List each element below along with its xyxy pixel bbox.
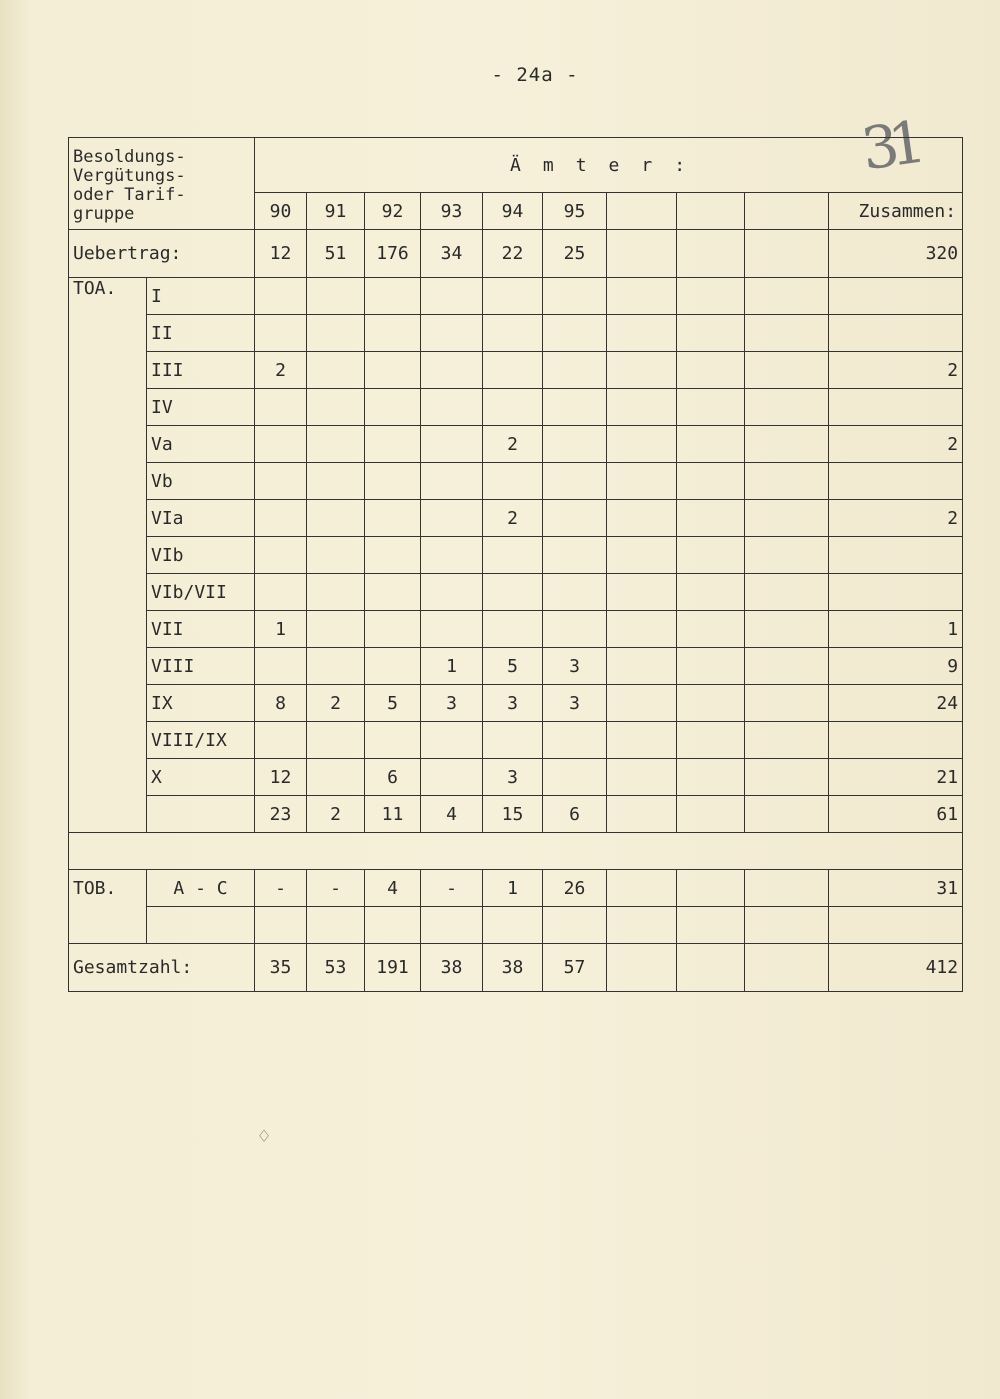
toa-total: 2 — [829, 426, 963, 463]
toa-value: 6 — [365, 759, 421, 796]
toa-value — [483, 389, 543, 426]
toa-value — [255, 537, 307, 574]
group-label: IV — [147, 389, 255, 426]
gesamt-value: 191 — [365, 944, 421, 992]
tob-value — [607, 907, 677, 944]
toa-value — [365, 537, 421, 574]
table-body — [69, 138, 963, 992]
gesamt-value: 53 — [307, 944, 365, 992]
toa-value — [255, 574, 307, 611]
toa-value — [745, 759, 829, 796]
toa-value — [607, 722, 677, 759]
toa-value — [307, 426, 365, 463]
toa-spacer — [69, 685, 147, 722]
toa-total — [829, 315, 963, 352]
tob-value — [483, 907, 543, 944]
uebertrag-value — [607, 230, 677, 278]
toa-spacer — [69, 611, 147, 648]
group-label: III — [147, 352, 255, 389]
toa-total: 2 — [829, 500, 963, 537]
toa-value — [543, 722, 607, 759]
toa-value — [543, 611, 607, 648]
tob-value: - — [307, 870, 365, 907]
header-label-line: Besoldungs- — [73, 147, 186, 167]
toa-value — [745, 463, 829, 500]
toa-value — [745, 685, 829, 722]
toa-value — [483, 278, 543, 315]
toa-value — [677, 389, 745, 426]
handwritten-note: 31 — [857, 108, 921, 184]
toa-value: 8 — [255, 685, 307, 722]
toa-value — [607, 500, 677, 537]
toa-spacer — [69, 574, 147, 611]
toa-value — [677, 759, 745, 796]
toa-value — [255, 648, 307, 685]
toa-row — [69, 537, 963, 574]
toa-row — [69, 352, 963, 389]
tob-value — [607, 870, 677, 907]
toa-value — [607, 648, 677, 685]
toa-value — [255, 426, 307, 463]
toa-total — [829, 722, 963, 759]
toa-value — [365, 315, 421, 352]
toa-value — [677, 574, 745, 611]
toa-total: 61 — [829, 796, 963, 833]
toa-value: 11 — [365, 796, 421, 833]
gesamt-value: 57 — [543, 944, 607, 992]
toa-value — [255, 389, 307, 426]
toa-value — [365, 574, 421, 611]
toa-value — [307, 759, 365, 796]
toa-value — [307, 500, 365, 537]
toa-value — [421, 426, 483, 463]
uebertrag-total: 320 — [829, 230, 963, 278]
header-label-line: Vergütungs- — [73, 166, 186, 186]
toa-value: 3 — [421, 685, 483, 722]
toa-value — [677, 278, 745, 315]
toa-total: 9 — [829, 648, 963, 685]
uebertrag-value: 34 — [421, 230, 483, 278]
tob-spacer — [69, 907, 147, 944]
group-label: IX — [147, 685, 255, 722]
toa-value — [421, 315, 483, 352]
toa-row — [69, 648, 963, 685]
toa-value — [745, 648, 829, 685]
group-label: X — [147, 759, 255, 796]
toa-value — [421, 759, 483, 796]
toa-value — [677, 500, 745, 537]
toa-value: 2 — [307, 685, 365, 722]
toa-total: 1 — [829, 611, 963, 648]
toa-row — [69, 389, 963, 426]
toa-value — [543, 278, 607, 315]
tob-value — [255, 907, 307, 944]
gesamt-value: 38 — [483, 944, 543, 992]
toa-value — [745, 389, 829, 426]
gesamt-label: Gesamtzahl: — [69, 944, 255, 992]
toa-value — [483, 611, 543, 648]
staff-table — [68, 137, 963, 992]
tob-label: TOB. — [69, 870, 147, 907]
toa-row — [69, 611, 963, 648]
toa-value — [365, 352, 421, 389]
tob-value: 1 — [483, 870, 543, 907]
toa-value — [543, 463, 607, 500]
toa-value — [483, 537, 543, 574]
toa-value — [607, 278, 677, 315]
uebertrag-value: 176 — [365, 230, 421, 278]
uebertrag-value: 22 — [483, 230, 543, 278]
toa-total: 21 — [829, 759, 963, 796]
toa-value — [677, 611, 745, 648]
toa-total — [829, 278, 963, 315]
toa-spacer — [69, 389, 147, 426]
toa-value — [543, 352, 607, 389]
toa-value — [307, 278, 365, 315]
group-label: I — [147, 278, 255, 315]
toa-value — [365, 463, 421, 500]
toa-value — [677, 537, 745, 574]
tob-value: - — [255, 870, 307, 907]
column-header: 95 — [543, 193, 607, 230]
column-header: 92 — [365, 193, 421, 230]
toa-value — [543, 500, 607, 537]
toa-row — [69, 315, 963, 352]
toa-value — [307, 648, 365, 685]
spacer-cell — [69, 833, 963, 870]
gesamt-value — [677, 944, 745, 992]
column-header: 91 — [307, 193, 365, 230]
group-label: VIa — [147, 500, 255, 537]
group-label: VIb — [147, 537, 255, 574]
toa-value: 3 — [543, 648, 607, 685]
toa-value — [483, 722, 543, 759]
toa-value — [607, 574, 677, 611]
toa-value — [483, 574, 543, 611]
toa-value — [607, 796, 677, 833]
toa-row — [69, 796, 963, 833]
toa-value — [307, 389, 365, 426]
toa-value — [307, 537, 365, 574]
toa-value: 2 — [307, 796, 365, 833]
toa-spacer — [69, 722, 147, 759]
header-row — [69, 138, 963, 193]
group-label: Vb — [147, 463, 255, 500]
gesamt-value — [745, 944, 829, 992]
toa-value: 5 — [365, 685, 421, 722]
toa-value — [421, 500, 483, 537]
toa-value: 3 — [543, 685, 607, 722]
toa-spacer — [69, 759, 147, 796]
toa-row — [69, 574, 963, 611]
toa-value — [543, 315, 607, 352]
header-label-line: oder Tarif- — [73, 185, 186, 205]
toa-value — [543, 759, 607, 796]
toa-value: 3 — [483, 685, 543, 722]
column-header — [607, 193, 677, 230]
header-label-line: gruppe — [73, 204, 135, 224]
toa-value: 1 — [421, 648, 483, 685]
toa-value — [677, 722, 745, 759]
toa-value — [607, 426, 677, 463]
gesamt-total: 412 — [829, 944, 963, 992]
toa-value — [677, 648, 745, 685]
toa-value — [365, 722, 421, 759]
uebertrag-value — [745, 230, 829, 278]
group-label: II — [147, 315, 255, 352]
toa-total — [829, 389, 963, 426]
toa-spacer — [69, 352, 147, 389]
toa-value — [255, 500, 307, 537]
toa-value — [365, 426, 421, 463]
toa-value — [255, 278, 307, 315]
toa-total — [829, 463, 963, 500]
toa-value: 4 — [421, 796, 483, 833]
group-label: VIb/VII — [147, 574, 255, 611]
gesamt-row — [69, 944, 963, 992]
uebertrag-value: 51 — [307, 230, 365, 278]
tob-total: 31 — [829, 870, 963, 907]
group-label: VII — [147, 611, 255, 648]
toa-total: 24 — [829, 685, 963, 722]
toa-value — [607, 315, 677, 352]
spacer-row — [69, 833, 963, 870]
toa-value: 12 — [255, 759, 307, 796]
toa-value: 6 — [543, 796, 607, 833]
toa-value — [677, 685, 745, 722]
toa-value — [607, 463, 677, 500]
toa-value — [421, 463, 483, 500]
toa-value — [745, 426, 829, 463]
toa-total — [829, 537, 963, 574]
toa-row — [69, 685, 963, 722]
tob-value — [677, 870, 745, 907]
toa-spacer — [69, 648, 147, 685]
toa-value: 1 — [255, 611, 307, 648]
toa-value — [365, 648, 421, 685]
toa-value — [745, 537, 829, 574]
toa-value — [543, 389, 607, 426]
toa-value — [677, 796, 745, 833]
uebertrag-label: Uebertrag: — [69, 230, 255, 278]
toa-value — [543, 426, 607, 463]
toa-value — [677, 315, 745, 352]
toa-value — [421, 722, 483, 759]
toa-value — [365, 500, 421, 537]
toa-spacer — [69, 537, 147, 574]
toa-value — [421, 352, 483, 389]
toa-value — [607, 389, 677, 426]
uebertrag-value: 12 — [255, 230, 307, 278]
toa-row — [69, 759, 963, 796]
toa-spacer — [69, 315, 147, 352]
aemter-heading: Ämter: — [255, 138, 963, 193]
toa-total: 2 — [829, 352, 963, 389]
toa-value — [307, 722, 365, 759]
toa-value — [677, 426, 745, 463]
toa-value — [607, 537, 677, 574]
toa-value — [421, 574, 483, 611]
toa-value — [421, 611, 483, 648]
scribble-mark: ♢ — [258, 1124, 271, 1148]
toa-spacer — [69, 500, 147, 537]
tob-value — [745, 870, 829, 907]
tob-value — [307, 907, 365, 944]
toa-value: 15 — [483, 796, 543, 833]
toa-row — [69, 722, 963, 759]
page-number: - 24a - — [491, 64, 579, 86]
toa-value — [607, 352, 677, 389]
toa-value — [607, 759, 677, 796]
toa-value — [421, 389, 483, 426]
toa-value — [307, 463, 365, 500]
uebertrag-value: 25 — [543, 230, 607, 278]
toa-row — [69, 278, 963, 315]
toa-value — [745, 611, 829, 648]
tob-value: 4 — [365, 870, 421, 907]
toa-value — [745, 574, 829, 611]
toa-value — [745, 796, 829, 833]
uebertrag-row — [69, 230, 963, 278]
group-label: A - C — [147, 870, 255, 907]
toa-spacer — [69, 426, 147, 463]
toa-value: 3 — [483, 759, 543, 796]
toa-value — [255, 315, 307, 352]
toa-value — [543, 537, 607, 574]
toa-value — [745, 315, 829, 352]
toa-value — [607, 685, 677, 722]
group-label: VIII/IX — [147, 722, 255, 759]
tob-value — [677, 907, 745, 944]
toa-row — [69, 463, 963, 500]
toa-value — [307, 315, 365, 352]
column-header-total: Zusammen: — [829, 193, 963, 230]
tob-value — [745, 907, 829, 944]
toa-value — [677, 463, 745, 500]
column-header — [745, 193, 829, 230]
toa-value — [365, 278, 421, 315]
uebertrag-value — [677, 230, 745, 278]
column-header: 93 — [421, 193, 483, 230]
tob-value — [543, 907, 607, 944]
tob-row — [69, 870, 963, 907]
toa-value — [421, 537, 483, 574]
toa-value — [255, 722, 307, 759]
toa-value — [365, 611, 421, 648]
toa-total — [829, 574, 963, 611]
toa-row — [69, 500, 963, 537]
tob-value — [421, 907, 483, 944]
group-label — [147, 907, 255, 944]
group-label: VIII — [147, 648, 255, 685]
column-header: 94 — [483, 193, 543, 230]
group-label — [147, 796, 255, 833]
tob-row — [69, 907, 963, 944]
tob-value — [365, 907, 421, 944]
toa-value — [365, 389, 421, 426]
gesamt-value: 35 — [255, 944, 307, 992]
toa-spacer — [69, 796, 147, 833]
toa-value — [607, 611, 677, 648]
toa-value — [745, 278, 829, 315]
tob-total — [829, 907, 963, 944]
toa-value: 5 — [483, 648, 543, 685]
toa-value — [307, 352, 365, 389]
toa-value — [483, 315, 543, 352]
toa-value — [745, 352, 829, 389]
toa-value — [421, 278, 483, 315]
header-label — [69, 138, 255, 230]
toa-value: 2 — [255, 352, 307, 389]
toa-spacer — [69, 463, 147, 500]
toa-value — [307, 611, 365, 648]
tob-value: - — [421, 870, 483, 907]
toa-value — [677, 352, 745, 389]
gesamt-value: 38 — [421, 944, 483, 992]
toa-label: TOA. — [69, 278, 147, 315]
gesamt-value — [607, 944, 677, 992]
toa-value: 23 — [255, 796, 307, 833]
toa-value — [745, 722, 829, 759]
toa-value — [255, 463, 307, 500]
group-label: Va — [147, 426, 255, 463]
column-header — [677, 193, 745, 230]
toa-value — [307, 574, 365, 611]
toa-value — [745, 500, 829, 537]
toa-value — [543, 574, 607, 611]
tob-value: 26 — [543, 870, 607, 907]
toa-value — [483, 352, 543, 389]
toa-row — [69, 426, 963, 463]
toa-value — [483, 463, 543, 500]
column-header: 90 — [255, 193, 307, 230]
toa-value: 2 — [483, 500, 543, 537]
toa-value: 2 — [483, 426, 543, 463]
